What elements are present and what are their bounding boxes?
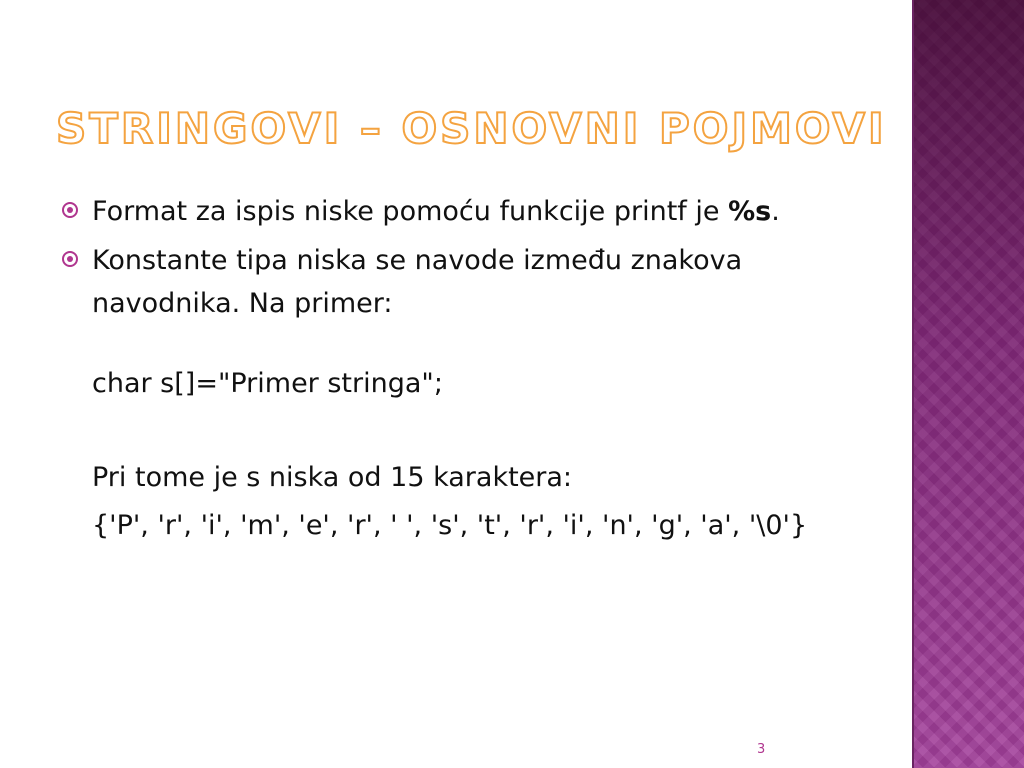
bullet-item-constants [62, 239, 862, 325]
slide-content [62, 190, 862, 547]
code-example: char s[]="Primer stringa"; [92, 368, 443, 399]
format-specifier: %s [728, 196, 772, 227]
explanation-text: Pri tome je s niska od 15 karaktera: [92, 462, 573, 493]
bullet-text-format: Format za ispis niske pomoću funkcije printf je [92, 196, 729, 227]
bullet-text-constants: Konstante tipa niska se navode između znakova navodnika. Na primer: [92, 245, 743, 319]
bullet-text-format-suffix: . [771, 196, 780, 227]
circled-dot-icon [62, 202, 78, 218]
slide-title: STRINGOVI – OSNOVNI POJMOVI [56, 104, 887, 153]
circled-dot-icon [62, 251, 78, 267]
decorative-side-band [912, 0, 1024, 768]
page-number: 3 [757, 742, 766, 757]
side-band-edge [912, 0, 914, 768]
bullet-item-format [62, 190, 862, 233]
character-list: {'P', 'r', 'i', 'm', 'e', 'r', ' ', 's', 't', 'r', 'i', 'n', 'g', 'a', '\0'} [92, 510, 808, 541]
